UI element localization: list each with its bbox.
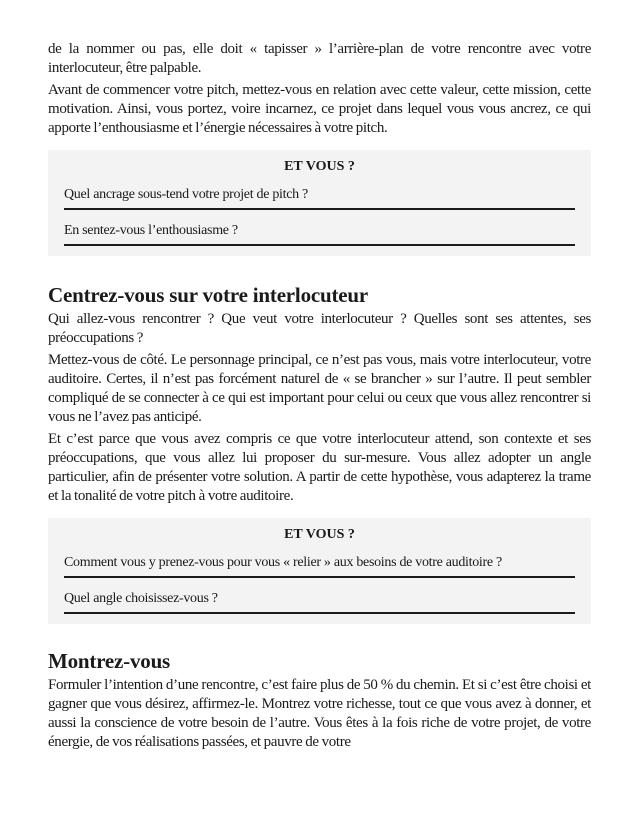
section-1-heading: Centrez-vous sur votre interlocuteur xyxy=(48,283,368,307)
box-2-question-1: Comment vous y prenez-vous pour vous « relier » aux besoins de votre auditoire ? xyxy=(64,555,502,570)
section-2-heading: Montrez-vous xyxy=(48,649,171,673)
section-2-paragraph: Formuler l’intention d’une rencontre, c’est faire plus de 50 % du chemin. Et si c’est être choisi et gagner que vous désirez, affirmez-le. Montrez votre richesse, tout ce que vous avez à donner, et aussi la conscience de votre besoin de l’autre. Vous êtes à la fois riche de votre projet, de votre énergie, de vos réalisations passées, et pauvre de votre xyxy=(48,677,591,750)
et-vous-box-2 xyxy=(48,518,591,624)
document-page xyxy=(48,40,591,755)
box-2-title: ET VOUS ? xyxy=(284,527,355,542)
intro-paragraph-1: de la nommer ou pas, elle doit « tapisser » l’arrière-plan de votre rencontre avec votre interlocuteur, être palpable. xyxy=(48,41,591,76)
section-1-paragraph-1: Qui allez-vous rencontrer ? Que veut votre interlocuteur ? Quelles sont ses attentes, ses préoccupations ? xyxy=(48,311,591,346)
box-2-question-2: Quel angle choisissez-vous ? xyxy=(64,591,218,606)
box-2-answer-line-2 xyxy=(64,612,575,614)
section-1-paragraph-2: Mettez-vous de côté. Le personnage principal, ce n’est pas vous, mais votre interlocuteur, votre auditoire. Certes, il n’est pas forcément naturel de « se brancher » sur l’autre. Il peut sembler compliqué de se connecter à ce qui est important pour celui ou ceux que vous allez rencontrer si vous ne l’avez pas anticipé. xyxy=(48,352,591,425)
intro-paragraph-2: Avant de commencer votre pitch, mettez-vous en relation avec cette valeur, cette mission, cette motivation. Ainsi, vous portez, voire incarnez, ce projet dans lequel vous vous ancrez, ce qui apporte l’enthousiasme et l’énergie nécessaires à votre pitch. xyxy=(48,82,591,136)
et-vous-box-1 xyxy=(48,150,591,256)
box-2-answer-line-1 xyxy=(64,576,575,578)
box-1-answer-line-1 xyxy=(64,208,575,210)
box-1-answer-line-2 xyxy=(64,244,575,246)
section-1-paragraph-3: Et c’est parce que vous avez compris ce que votre interlocuteur attend, son contexte et ses préoccupations, que vous allez lui proposer du sur-mesure. Vous allez adopter un angle particulier, afin de présenter votre solution. A partir de cette hypothèse, vous adapterez la trame et la tonalité de votre pitch à votre auditoire. xyxy=(48,431,591,504)
box-1-question-1: Quel ancrage sous-tend votre projet de pitch ? xyxy=(64,187,308,202)
box-1-title: ET VOUS ? xyxy=(284,159,355,174)
box-1-question-2: En sentez-vous l’enthousiasme ? xyxy=(64,223,238,238)
